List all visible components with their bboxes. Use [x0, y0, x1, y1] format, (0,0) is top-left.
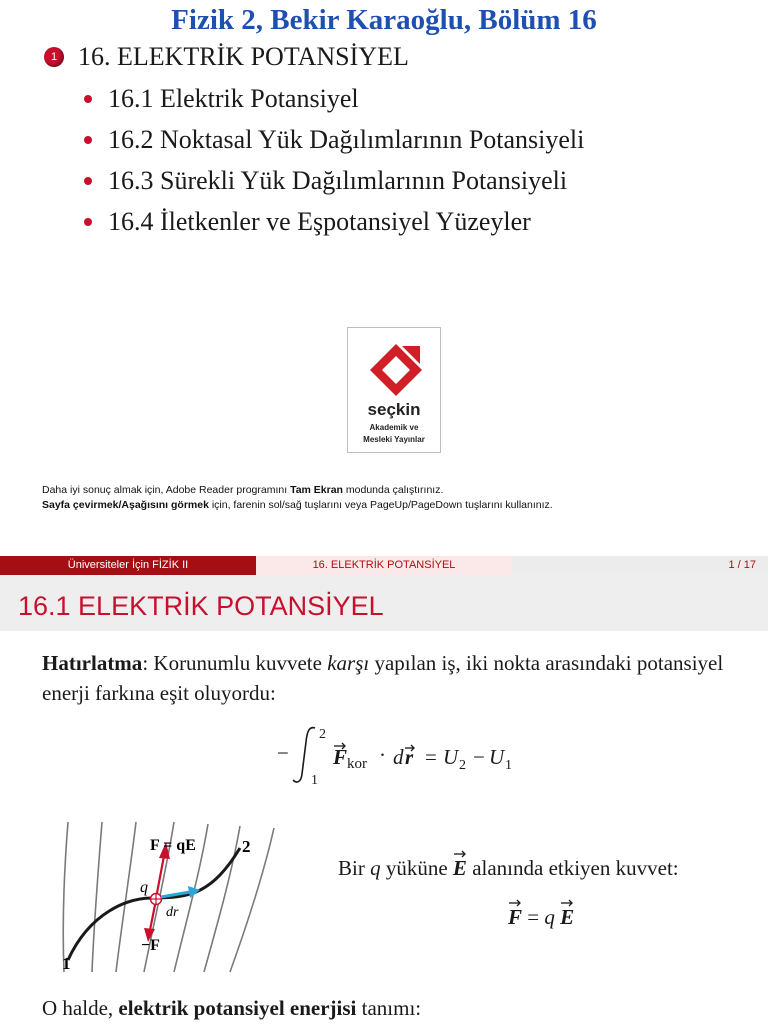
seckin-logo-icon [368, 342, 424, 398]
logo-name: seçkin [367, 400, 421, 419]
force-equation [508, 905, 574, 930]
chapter-item[interactable] [44, 42, 409, 72]
field-line-figure [40, 812, 280, 979]
section-title: 16.1 ELEKTRİK POTANSİYEL [18, 591, 384, 621]
footer-chapter: 16. ELEKTRİK POTANSİYEL [256, 556, 512, 575]
toc-item[interactable] [84, 207, 531, 237]
section-header [0, 575, 768, 631]
fig-point2-label: 2 [242, 837, 251, 856]
toc-item-label: 16.3 Sürekli Yük Dağılımlarının Potansiyeli [108, 166, 568, 195]
publisher-logo [347, 327, 441, 453]
bullet-icon [84, 95, 92, 103]
toc-item-label: 16.4 İletkenler ve Eşpotansiyel Yüzeyler [108, 207, 531, 236]
svg-text:1: 1 [505, 758, 512, 773]
logo-subtitle: Akademik ve [369, 423, 419, 432]
equals-sign: = [522, 905, 545, 929]
reminder-label: Hatırlatma [42, 651, 143, 675]
fig-force-label: F = qE [150, 837, 196, 854]
note-text: için, farenin sol/sağ tuşlarını veya PageUp/PageDown tuşlarını kullanınız. [208, 499, 553, 511]
toc-item[interactable] [84, 125, 584, 155]
chapter-number-badge: 1 [44, 47, 64, 67]
paragraph-emphasis: karşı [327, 651, 370, 675]
svg-text:=: = [425, 745, 437, 769]
svg-text:d: d [393, 745, 404, 769]
field-vector-symbol: E [453, 856, 467, 880]
eq-minus: − [277, 741, 289, 765]
svg-text:U: U [489, 745, 505, 769]
reminder-paragraph [42, 648, 742, 708]
statement-text: yüküne [380, 856, 453, 880]
field-lines-diagram [40, 812, 280, 974]
document-title: Fizik 2, Bekir Karaoğlu, Bölüm 16 [171, 4, 597, 36]
footer-pager [512, 556, 768, 575]
note-bold: Tam Ekran [290, 484, 343, 496]
definition-intro [42, 996, 421, 1021]
definition-text: tanımı: [356, 996, 422, 1020]
force-vector-symbol: F [508, 905, 522, 929]
svg-text:−: − [473, 745, 485, 769]
paragraph-text: yapılan iş, iki nokta arasındaki potansiyel enerji farkına eşit oluyordu: [42, 651, 724, 705]
statement-text: alanında etkiyen kuvvet: [466, 856, 679, 880]
fig-point1-label: 1 [62, 954, 71, 973]
svg-text:U: U [443, 745, 459, 769]
slide-footer [0, 556, 768, 575]
paragraph-text: : Korunumlu kuvvete [142, 651, 328, 675]
integral-equation-graphic [275, 722, 535, 786]
charge-symbol: q [370, 856, 381, 880]
page-number: 1 / 17 [728, 559, 756, 571]
note-bold: Sayfa çevirmek/Aşağısını görmek [42, 499, 209, 511]
fig-dr-label: dr [166, 905, 179, 920]
definition-term: elektrik potansiyel enerjisi [118, 996, 357, 1020]
bullet-icon [84, 218, 92, 226]
bullet-icon [84, 136, 92, 144]
navigation-note [42, 499, 553, 511]
work-integral-equation [275, 722, 535, 792]
note-text: Daha iyi sonuç almak için, Adobe Reader programını [42, 484, 291, 496]
chapter-label: 16. ELEKTRİK POTANSİYEL [78, 42, 409, 71]
logo-subtitle: Mesleki Yayınlar [363, 435, 425, 444]
eq-upper-limit: 2 [319, 727, 326, 742]
toc-item-label: 16.1 Elektrik Potansiyel [108, 84, 359, 113]
force-statement [338, 856, 679, 881]
eq-lower-limit: 1 [311, 773, 318, 786]
svg-text:2: 2 [459, 758, 466, 773]
reader-note [42, 484, 443, 496]
field-vector-symbol: E [560, 905, 574, 929]
footer-course: Üniversiteler İçin FİZİK II [0, 556, 256, 575]
statement-text: Bir [338, 856, 371, 880]
note-text: modunda çalıştırınız. [342, 484, 444, 496]
definition-text: O halde, [42, 996, 119, 1020]
svg-text:·: · [379, 743, 386, 767]
toc-item[interactable] [84, 84, 359, 114]
bullet-icon [84, 177, 92, 185]
svg-text:F: F [333, 745, 348, 769]
fig-charge-label: q [140, 879, 148, 896]
charge-symbol: q [544, 905, 555, 929]
toc-item[interactable] [84, 166, 567, 196]
toc-item-label: 16.2 Noktasal Yük Dağılımlarının Potansiyeli [108, 125, 585, 154]
eq-subscript: kor [347, 756, 367, 772]
fig-minus-f-label: −F [141, 937, 160, 954]
svg-text:r: r [405, 745, 414, 769]
